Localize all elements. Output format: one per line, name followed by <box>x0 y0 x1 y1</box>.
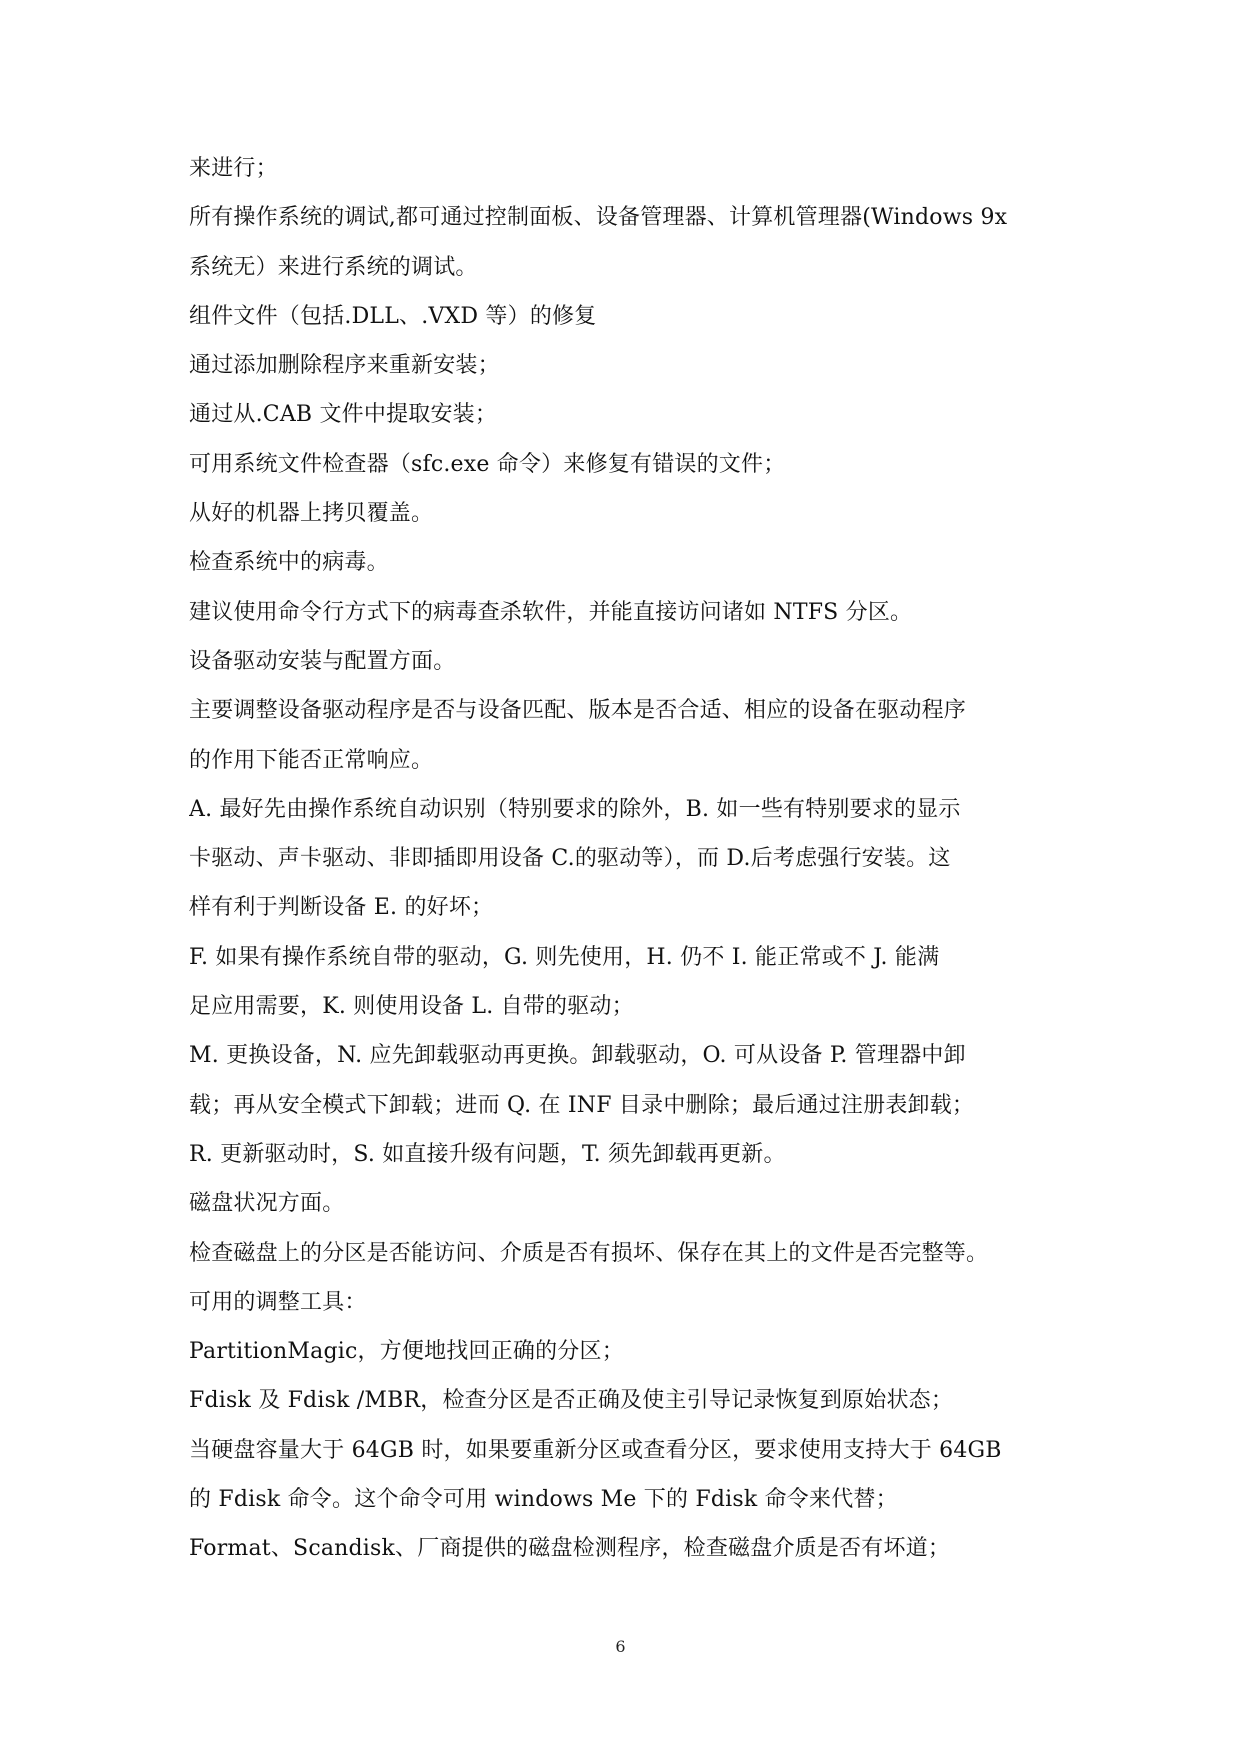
text-line: 组件文件（包括.DLL、.VXD 等）的修复 <box>189 303 597 329</box>
text-line: 的作用下能否正常响应。 <box>189 747 434 773</box>
text-line: 设备驱动安装与配置方面。 <box>189 648 456 674</box>
text-line: M. 更换设备，N. 应先卸载驱动再更换。卸载驱动，O. 可从设备 P. 管理器中卸 <box>189 1043 966 1069</box>
body-text <box>189 156 1069 1586</box>
text-line: 卡驱动、声卡驱动、非即插即用设备 C.的驱动等），而 D.后考虑强行安装。这 <box>189 846 951 872</box>
text-line: 通过从.CAB 文件中提取安装； <box>189 402 498 428</box>
text-line: 载；再从安全模式下卸载；进而 Q. 在 INF 目录中删除；最后通过注册表卸载； <box>189 1092 975 1118</box>
text-line: 来进行； <box>189 156 278 181</box>
text-line: A. 最好先由操作系统自动识别（特别要求的除外，B. 如一些有特别要求的显示 <box>189 796 961 822</box>
text-line: 检查系统中的病毒。 <box>189 550 389 576</box>
text-line: 当硬盘容量大于 64GB 时，如果要重新分区或查看分区，要求使用支持大于 64GB <box>189 1437 1002 1463</box>
page-number: 6 <box>615 1637 626 1656</box>
text-line: 磁盘状况方面。 <box>189 1191 345 1217</box>
text-line: 可用系统文件检查器（sfc.exe 命令）来修复有错误的文件； <box>189 451 786 477</box>
text-line: 可用的调整工具： <box>189 1289 367 1315</box>
text-line: Format、Scandisk、厂商提供的磁盘检测程序，检查磁盘介质是否有坏道； <box>189 1536 951 1562</box>
text-line: 通过添加删除程序来重新安装； <box>189 353 500 379</box>
text-line: 主要调整设备驱动程序是否与设备匹配、版本是否合适、相应的设备在驱动程序 <box>189 698 967 724</box>
text-line: F. 如果有操作系统自带的驱动，G. 则先使用，H. 仍不 I. 能正常或不 J. 能满 <box>189 944 940 970</box>
text-line: 所有操作系统的调试,都可通过控制面板、设备管理器、计算机管理器(Windows 9x <box>189 205 1008 231</box>
text-line: 从好的机器上拷贝覆盖。 <box>189 501 434 527</box>
text-line: 样有利于判断设备 E. 的好坏； <box>189 895 494 921</box>
text-line: Fdisk 及 Fdisk /MBR，检查分区是否正确及使主引导记录恢复到原始状态； <box>189 1388 954 1414</box>
text-line: 的 Fdisk 命令。这个命令可用 windows Me 下的 Fdisk 命令来代替； <box>189 1487 898 1513</box>
text-line: 建议使用命令行方式下的病毒查杀软件，并能直接访问诸如 NTFS 分区。 <box>189 599 913 625</box>
text-line: R. 更新驱动时，S. 如直接升级有问题，T. 须先卸载再更新。 <box>189 1141 786 1167</box>
text-line: 检查磁盘上的分区是否能访问、介质是否有损坏、保存在其上的文件是否完整等。 <box>189 1240 989 1266</box>
text-line: PartitionMagic，方便地找回正确的分区； <box>189 1339 624 1365</box>
text-line: 系统无）来进行系统的调试。 <box>189 254 478 280</box>
text-line: 足应用需要，K. 则使用设备 L. 自带的驱动； <box>189 994 634 1020</box>
